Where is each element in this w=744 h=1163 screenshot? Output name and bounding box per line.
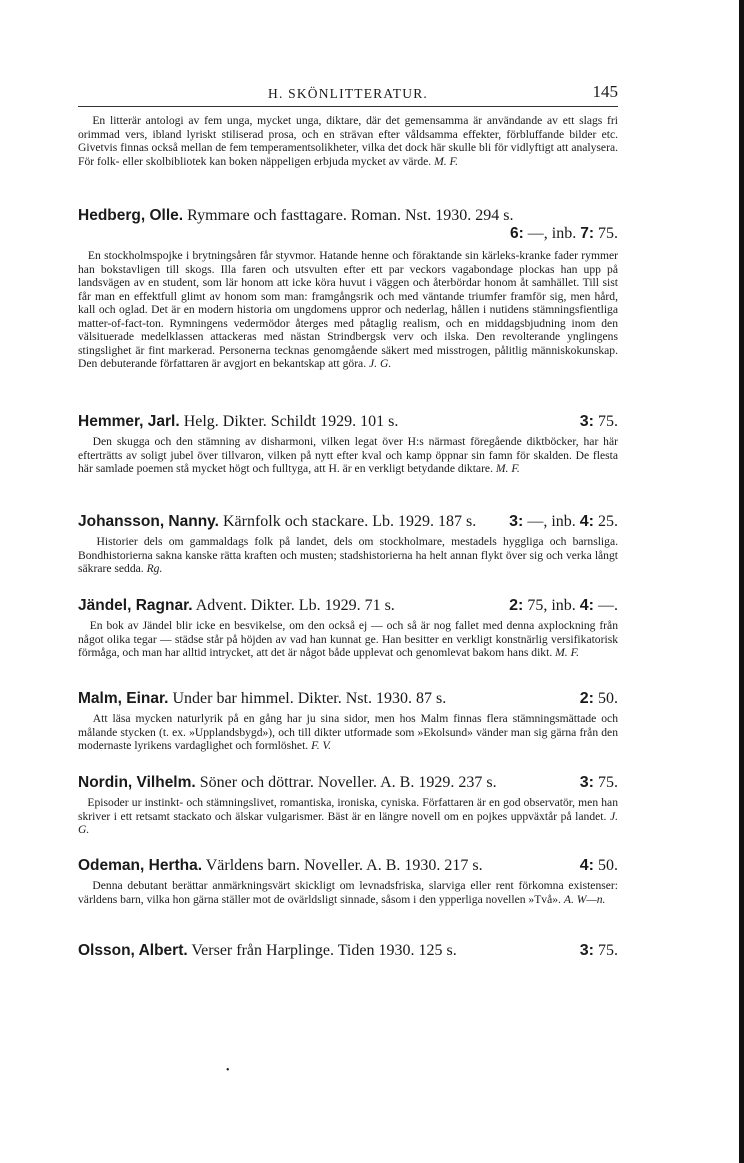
running-header (78, 84, 618, 107)
author-name: Jändel, Ragnar. (78, 597, 193, 614)
entry-heading (78, 596, 618, 615)
price: 3: 75. (579, 774, 618, 791)
reviewer-signature: J. G. (369, 357, 392, 370)
entry-hedberg (78, 206, 618, 371)
review-text: En bok av Jändel blir icke en besvikelse, om den också ej — och så är nog fallet med denna axplockning från något olika tegar — städse står på höjden av vad han kunnat ge. Han besitter en verkligt konstnärlig versifikatorisk förmåga, och man har alltid intrycket, att det är något både upplevat och genomlevat bakom hans dikt. M. F. (78, 619, 618, 659)
book-title: Kärnfolk och stackare. Lb. 1929. 187 s. (222, 513, 477, 530)
review-text: Episoder ur instinkt- och stämningslivet, romantiska, ironiska, cyniska. Författaren är en god observatör, men han skriver i ett retsamt stackato och älskar vulgarismer. Bäst är en längre novell om en pojkes uppväxtår på landet. J. G. (78, 796, 619, 836)
entry-jandel (78, 596, 618, 660)
entry-heading (78, 689, 618, 708)
author-name: Johansson, Nanny. (78, 513, 219, 530)
review-text: En litterär antologi av fem unga, mycket unga, diktare, där det gemensamma är användande av ett slags fri orimmad vers, ibland lyriskt stiliserad prosa, och en strävan efter våldsamma effekter, förbluffande bilder etc. Givetvis finnas också mellan de fem temperamentsolikheter, vilka det dock här skulle bli för vidlyftigt att analysera. För folk- eller skolbibliotek kan boken näppeligen erbjuda mycket av värde. M. F. (78, 114, 619, 168)
entry-odeman (78, 856, 618, 906)
book-title: Rymmare och fasttagare. Roman. Nst. 1930. 294 s. (187, 207, 514, 224)
book-title: Världens barn. Noveller. A. B. 1930. 217 s. (205, 857, 483, 874)
intro-review (78, 114, 618, 168)
author-name: Odeman, Hertha. (78, 857, 203, 874)
entry-nordin (78, 773, 618, 837)
page-number: 145 (592, 82, 618, 101)
price: 6: —, inb. 7: 75. (509, 225, 618, 242)
reviewer-signature: M. F. (434, 154, 459, 168)
entry-johansson (78, 512, 618, 576)
entry-hemmer (78, 412, 618, 476)
price: 3: 75. (579, 413, 618, 430)
review-text: Den skugga och den stämning av disharmoni, vilken legat över H:s närmast föregående diktböcker, har här efterträtts av soligt jubel över tillvaron, vilken på nytt efter kval och kamp öppnar sin famn för skalden. De flesta här samlade poemen stå mycket högt och fulltyga, att H. är en verkligt betydande diktare. M. F. (78, 435, 618, 475)
book-title: Helg. Dikter. Schildt 1929. 101 s. (183, 413, 399, 430)
review-text: Denna debutant berättar anmärkningsvärt skickligt om levnadsfriska, slarviga eller rent förkomna existenser: världens barn, vilka hon gärna ställer mot de ovärldsligt sinnade, såsom i den ypperliga novellen »Två». A. W—n. (78, 879, 618, 906)
reviewer-signature: M. F. (495, 462, 520, 475)
price: 3: —, inb. 4: 25. (509, 513, 618, 530)
book-title: Söner och döttrar. Noveller. A. B. 1929. 237 s. (199, 774, 497, 791)
book-title: Advent. Dikter. Lb. 1929. 71 s. (195, 597, 395, 614)
section-title: H. SKÖNLITTERATUR. (268, 86, 428, 101)
author-name: Hedberg, Olle. (78, 207, 184, 224)
author-name: Nordin, Vilhelm. (78, 774, 196, 791)
book-title: Under bar himmel. Dikter. Nst. 1930. 87 s. (172, 690, 447, 707)
review-text: Historier dels om gammaldags folk på landet, dels om stockholmare, mestadels hyggliga och barnsliga. Bondhistorierna sakna kanske rätta kraften och musten; stadshistorierna ha helt annan flykt över sig och verka långt säkrare sedda. Rg. (78, 535, 618, 575)
price: 4: 50. (579, 857, 618, 874)
author-name: Olsson, Albert. (78, 942, 188, 959)
scan-edge (739, 0, 744, 1163)
review-text: En stockholmspojke i brytningsåren får styvmor. Hatande henne och föraktande sin kärleks-kranke fader rymmer han bokstavligen till skogs. Illa faren och utsvulten efter ett par veckors vagabondage plockas han upp på landsvägen av en student, som lär honom att icke köra huvut i väggen och återbördar honom åt samhället. Till sist får man en effektfull glimt av honom som man: framgångsrik och med väntande triumfer framför sig, men hård, kall och oglad. Det är en modern historia om ungdomens uppror och nederlag, hållen i nutidens stämningsfientliga matter-of-fact-ton. Rymningens vedermödor återges med påtaglig realism, och en middagsbjudning inom den välsituerade medelklassen attackeras med nästan Strindbergsk verv och ilska. Den revolterande ynglingens stingslighet är fint markerad. Personerna tecknas genomgående säkert med misstrogen, pålitlig människokunskap. Den debuterande författaren är avgjort en bekantskap att göra. J. G. (78, 249, 618, 370)
stray-mark: • (226, 1065, 230, 1076)
entry-heading (78, 941, 618, 960)
review-text: Att läsa mycken naturlyrik på en gång har ju sina sidor, men hos Malm finnas flera stämningsmättade och målande stycken (t. ex. »Upplandsbygd»), och till dikter utformade som »Ekolsund» vänder man sig gärna från den modernaste lyrikens vardaglighet och formlöshet. F. V. (78, 712, 618, 752)
book-title: Verser från Harplinge. Tiden 1930. 125 s. (191, 942, 457, 959)
author-name: Malm, Einar. (78, 690, 169, 707)
reviewer-signature: F. V. (311, 739, 331, 752)
price: 2: 75, inb. 4: —. (509, 597, 618, 614)
reviewer-signature: J. G. (78, 809, 619, 836)
entry-heading (78, 206, 618, 225)
author-name: Hemmer, Jarl. (78, 413, 180, 430)
entry-heading (78, 856, 618, 875)
price: 2: 50. (579, 690, 618, 707)
reviewer-signature: M. F. (555, 646, 580, 659)
price: 3: 75. (579, 942, 618, 959)
entry-olsson (78, 941, 618, 960)
reviewer-signature: Rg. (146, 562, 163, 575)
entry-heading (78, 412, 618, 431)
reviewer-signature: A. W—n. (563, 892, 606, 906)
entry-malm (78, 689, 618, 753)
entry-heading (78, 512, 618, 531)
entry-heading (78, 773, 618, 792)
